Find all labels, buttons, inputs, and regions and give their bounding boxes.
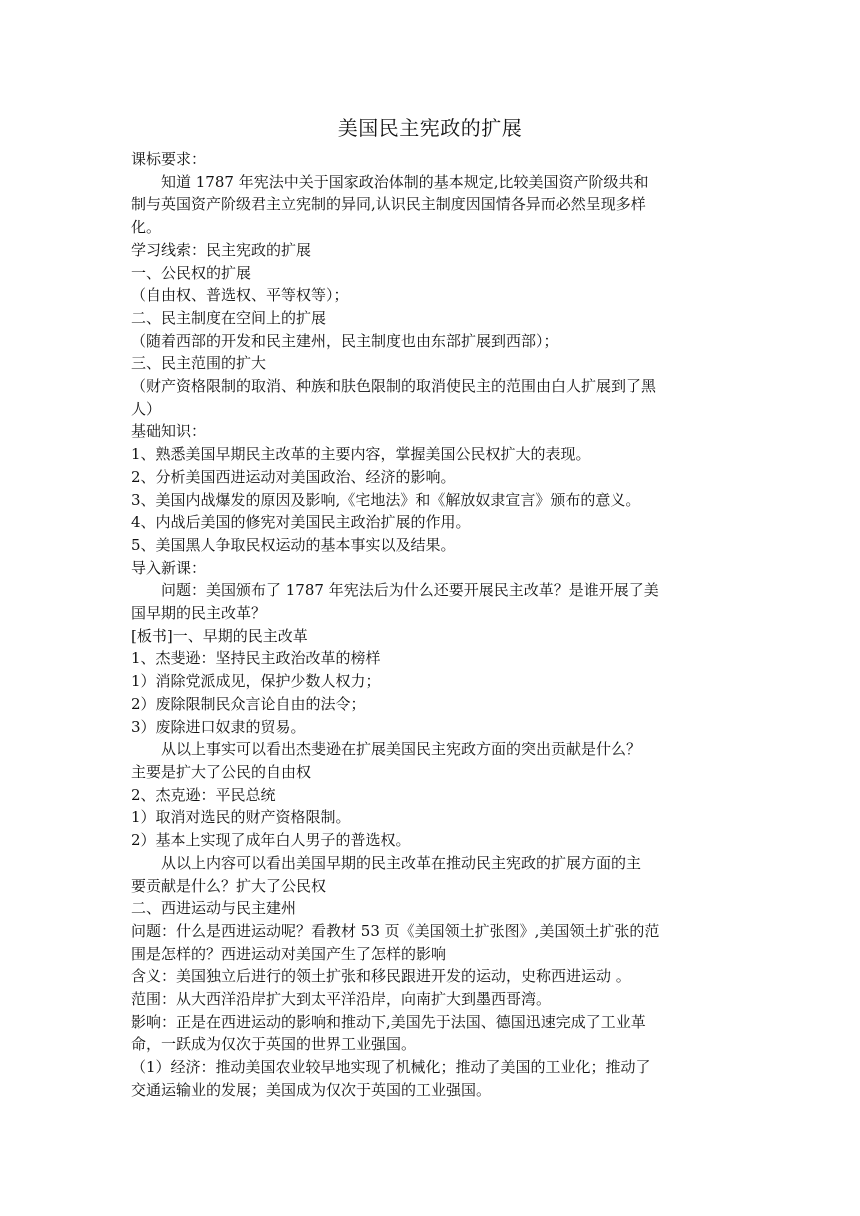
text-line: 国早期的民主改革？ <box>131 604 267 623</box>
text-line: 化。 <box>131 218 162 237</box>
text-line: 从以上内容可以看出美国早期的民主改革在推动民主宪政的扩展方面的主 <box>161 853 642 872</box>
text-line: 围是怎样的？西进运动对美国产生了怎样的影响 <box>131 944 447 963</box>
text-line: 2、杰克逊：平民总统 <box>131 785 276 804</box>
text-line: 含义：美国独立后进行的领土扩张和移民跟进开发的运动，史称西进运动 。 <box>131 967 631 986</box>
text-line: 人） <box>131 399 162 418</box>
text-line: 基础知识： <box>131 422 207 441</box>
text-line: 主要是扩大了公民的自由权 <box>131 762 312 781</box>
text-line: 从以上事实可以看出杰斐逊在扩展美国民主宪政方面的突出贡献是什么？ <box>161 740 642 759</box>
text-line: 1、熟悉美国早期民主改革的主要内容，掌握美国公民权扩大的表现。 <box>131 445 591 464</box>
text-line: 三、民主范围的扩大 <box>131 354 267 373</box>
text-line: [板书]一、早期的民主改革 <box>131 626 308 645</box>
text-line: 2）基本上实现了成年白人男子的普选权。 <box>131 831 411 850</box>
text-line: 问题：美国颁布了 1787 年宪法后为什么还要开展民主改革？是谁开展了美 <box>161 581 659 600</box>
text-line: 3、美国内战爆发的原因及影响,《宅地法》和《解放奴隶宣言》颁布的意义。 <box>131 490 641 509</box>
text-line: 交通运输业的发展；美国成为仅次于英国的工业强国。 <box>131 1080 492 1099</box>
text-line: （自由权、普选权、平等权等）； <box>131 286 349 305</box>
text-line: 1）消除党派成见，保护少数人权力； <box>131 672 381 691</box>
text-line: 4、内战后美国的修宪对美国民主政治扩展的作用。 <box>131 513 471 532</box>
text-line: 问题：什么是西进运动呢？看教材 53 页《美国领土扩张图》,美国领土扩张的范 <box>131 921 660 940</box>
text-line: 命，一跃成为仅次于英国的世界工业强国。 <box>131 1035 417 1054</box>
text-line: 范围：从大西洋沿岸扩大到太平洋沿岸，向南扩大到墨西哥湾。 <box>131 990 552 1009</box>
text-line: 一、公民权的扩展 <box>131 263 252 282</box>
text-line: 5、美国黑人争取民权运动的基本事实以及结果。 <box>131 535 456 554</box>
text-line: 2、分析美国西进运动对美国政治、经济的影响。 <box>131 467 456 486</box>
text-line: 3）废除进口奴隶的贸易。 <box>131 717 306 736</box>
text-line: 制与英国资产阶级君主立宪制的异同,认识民主制度因国情各异而必然呈现多样 <box>131 195 646 214</box>
text-line: 知道 1787 年宪法中关于国家政治体制的基本规定,比较美国资产阶级共和 <box>161 172 649 191</box>
text-line: 影响：正是在西进运动的影响和推动下,美国先于法国、德国迅速完成了工业革 <box>131 1012 646 1031</box>
text-line: 学习线索：民主宪政的扩展 <box>131 240 312 259</box>
text-line: 1、杰斐逊：坚持民主政治改革的榜样 <box>131 649 381 668</box>
text-line: 二、民主制度在空间上的扩展 <box>131 308 327 327</box>
text-line: 2）废除限制民众言论自由的法令； <box>131 694 366 713</box>
text-line: 导入新课： <box>131 558 207 577</box>
text-line: 要贡献是什么？扩大了公民权 <box>131 876 327 895</box>
text-line: （财产资格限制的取消、种族和肤色限制的取消使民主的范围由白人扩展到了黑 <box>131 377 657 396</box>
text-line: （随着西部的开发和民主建州，民主制度也由东部扩展到西部）； <box>131 331 559 350</box>
text-line: 二、西进运动与民主建州 <box>131 899 297 918</box>
page-title: 美国民主宪政的扩展 <box>337 116 523 140</box>
text-line: 课标要求： <box>131 150 207 168</box>
text-line: （1）经济：推动美国农业较早地实现了机械化；推动了美国的工业化；推动了 <box>131 1058 651 1077</box>
text-line: 1）取消对选民的财产资格限制。 <box>131 808 351 827</box>
document-body <box>131 148 737 1102</box>
